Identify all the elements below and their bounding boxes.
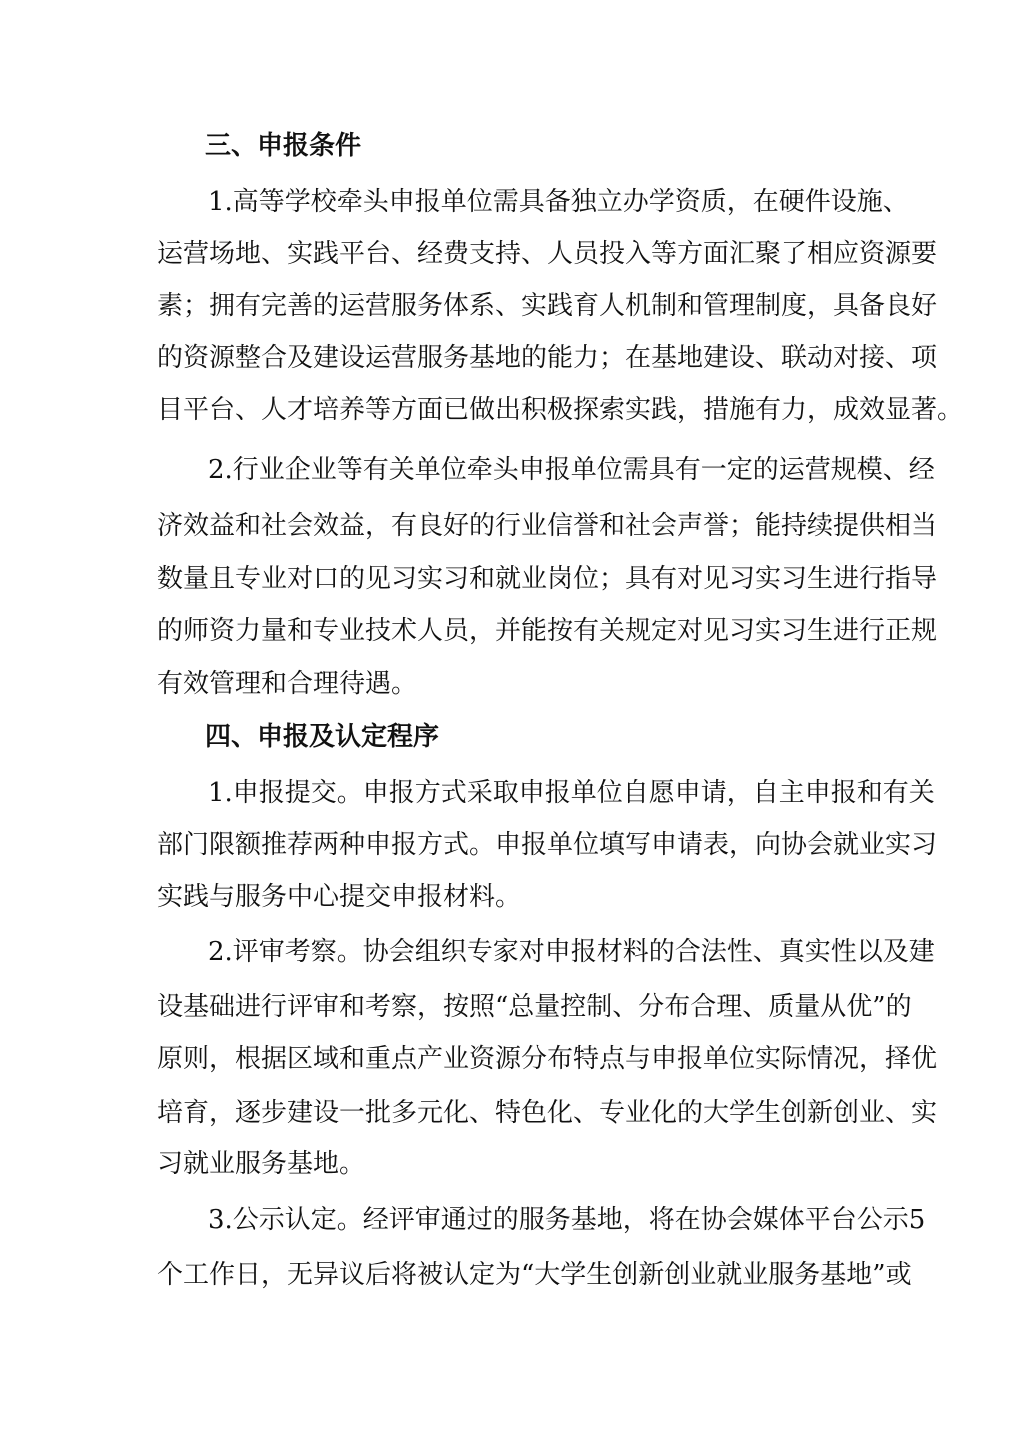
paragraph-line: 运营场地、实践平台、经费支持、人员投入等方面汇聚了相应资源要 xyxy=(157,239,938,269)
paragraph-line: 的资源整合及建设运营服务基地的能力；在基地建设、联动对接、项 xyxy=(157,343,938,373)
paragraph-line: 部门限额推荐两种申报方式。申报单位填写申请表，向协会就业实习 xyxy=(157,830,938,860)
paragraph-line: 1.申报提交。申报方式采取申报单位自愿申请，自主申报和有关 xyxy=(208,778,935,808)
paragraph-line: 的师资力量和专业技术人员，并能按有关规定对见习实习生进行正规 xyxy=(157,616,938,646)
paragraph-line: 习就业服务基地。 xyxy=(157,1149,366,1179)
paragraph-line: 设基础进行评审和考察，按照“总量控制、分布合理、质量从优”的 xyxy=(157,992,912,1022)
paragraph-line: 素；拥有完善的运营服务体系、实践育人机制和管理制度，具备良好 xyxy=(157,291,938,321)
paragraph-line: 原则，根据区域和重点产业资源分布特点与申报单位实际情况，择优 xyxy=(157,1044,938,1074)
paragraph-line: 实践与服务中心提交申报材料。 xyxy=(157,882,522,912)
paragraph-line: 有效管理和合理待遇。 xyxy=(157,669,418,699)
section-heading-3: 三、申报条件 xyxy=(205,131,362,161)
paragraph-line: 目平台、人才培养等方面已做出积极探索实践，措施有力，成效显著。 xyxy=(157,395,964,425)
paragraph-line: 2.行业企业等有关单位牵头申报单位需具有一定的运营规模、经 xyxy=(208,455,935,485)
paragraph-line: 数量且专业对口的见习实习和就业岗位；具有对见习实习生进行指导 xyxy=(157,564,938,594)
paragraph-line: 济效益和社会效益，有良好的行业信誉和社会声誉；能持续提供相当 xyxy=(157,511,938,541)
paragraph-line: 培育，逐步建设一批多元化、特色化、专业化的大学生创新创业、实 xyxy=(157,1098,938,1128)
section-heading-4: 四、申报及认定程序 xyxy=(205,722,440,752)
paragraph-line: 3.公示认定。经评审通过的服务基地，将在协会媒体平台公示5 xyxy=(208,1205,926,1235)
paragraph-line: 1.高等学校牵头申报单位需具备独立办学资质，在硬件设施、 xyxy=(208,187,909,217)
paragraph-line: 2.评审考察。协会组织专家对申报材料的合法性、真实性以及建 xyxy=(208,937,935,967)
paragraph-line: 个工作日，无异议后将被认定为“大学生创新创业就业服务基地”或 xyxy=(157,1260,912,1290)
